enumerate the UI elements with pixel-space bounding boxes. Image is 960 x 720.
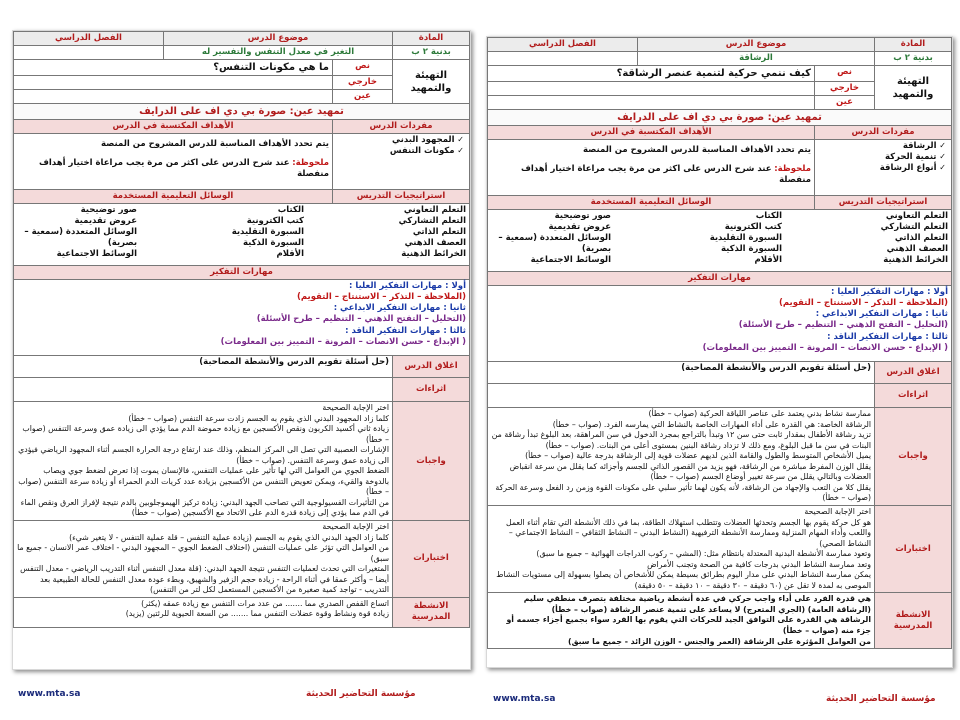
- topic-label: موضوع الدرس: [638, 38, 875, 52]
- homework-line: يميل الأشخاص المتوسط والطول والقامة الذين لديهم عضلات قوية إلى الرشاقة بدرجة عالية (صواب – خطأ): [525, 451, 871, 461]
- thinking-cell: [14, 280, 470, 356]
- topic-label: موضوع الدرس: [164, 32, 393, 46]
- thinking-line: ( الإبداع - حسن الانصات – المرونة – التمييز بين المعلومات): [220, 336, 466, 347]
- intro-label: التهيئة والتمهيد: [393, 60, 470, 104]
- intro-external-label: خارجي: [815, 82, 875, 96]
- homework-cell: [488, 408, 875, 506]
- test-line: من العوامل التي تؤثر على عمليات التنفس (اختلاف الضغط الجوي – المجهود البدني - اختلاف عمر الانسان - جميع ما سبق): [17, 543, 389, 563]
- media-item: الوسائط الاجتماعية: [56, 249, 138, 260]
- activity-line: زيادة قوة ونشاط وقوة عضلات التنفس مما ....... من السعة الحيوية للرئتين (يزيد): [125, 609, 389, 619]
- note-label: ملحوظة:: [774, 164, 811, 175]
- intro-label: التهيئة والتمهيد: [875, 66, 952, 110]
- tool-item: الأقلام: [276, 249, 304, 260]
- thinking-line: ثالثا : مهارات التفكير الناقد :: [345, 325, 466, 336]
- tests-label: اختبارات: [875, 506, 952, 593]
- media-item: صور توضيحية: [554, 211, 612, 222]
- thinking-line: ثانيا : مهارات التفكير الابداعي :: [333, 303, 466, 314]
- vocab-header: مفردات الدرس: [815, 126, 952, 140]
- tool-item: السبورة الذكية: [720, 244, 782, 255]
- semester-label: الفصل الدراسي: [488, 38, 638, 52]
- objective-text: يتم تحدد الأهداف المناسبة للدرس المشروح من المنصة: [583, 145, 811, 156]
- closing-label: اغلاق الدرس: [875, 362, 952, 384]
- lesson-table-left: [13, 31, 470, 628]
- vocab-item: ✓ المجهود البدني: [336, 135, 464, 146]
- footer-url-right[interactable]: www.mta.sa: [493, 694, 556, 704]
- thinking-line: ثانيا : مهارات التفكير الابداعي :: [815, 309, 948, 320]
- objectives-cell: [14, 134, 333, 190]
- subject-value: بدنية ٢ ب: [393, 46, 470, 60]
- strategy-item: الخرائط الذهنية: [883, 255, 948, 266]
- strategies-tools-cell: [14, 204, 470, 266]
- note-text: عند شرح الدرس على اكثر من مرة يجب مراعاة اختيار أهداف منفصلة: [39, 158, 329, 180]
- strategy-item: العصف الذهني: [404, 238, 466, 249]
- enrich-label: اثراءات: [875, 384, 952, 408]
- homework-line: زيادة ثاني أكسيد الكربون ونقص الأكسجين مع زيادة حموضة الدم مما يؤدي الى زيادة عمق وسرعة التنفس (صواب – خطأ): [22, 424, 389, 444]
- thinking-line: ثالثا : مهارات التفكير الناقد :: [827, 331, 948, 342]
- test-line: اختر الإجابة الصحيحة: [804, 507, 871, 517]
- homework-label: واجبات: [875, 408, 952, 506]
- activities-cell: [14, 597, 393, 627]
- subject-label: المادة: [393, 32, 470, 46]
- strategies-tools-cell: [488, 210, 952, 272]
- objectives-header: الأهداف المكتسبة في الدرس: [14, 120, 333, 134]
- test-line: اختر الإجابة الصحيحة: [322, 522, 389, 531]
- homework-line: الإشارات العصبية التي تصل الى المركز المنظم، وذلك عند ارتفاع درجة الحرارة الجسم أثناء المجهود الرياضي فيؤدي الى زيادة عمق وسرعة التنفس. (صواب – خطأ): [18, 445, 389, 465]
- homework-line: كلما زاد المجهود البدني الذي يقوم به الجسم زادت سرعة التنفس (صواب – خطأ): [128, 413, 389, 423]
- test-line: وتعد ممارسة النشاط البدني بدرجات كافية من الصحة وتجنب الأمراض: [647, 559, 871, 569]
- test-line: وتعود ممارسة الأنشطة البدنية المعتدلة بانتظام مثل: (المشي – ركوب الدراجات الهوائية – جميع ما سبق): [536, 549, 871, 559]
- homework-line: يقلل كلا من التعب والإجهاد من الرشاقة، لأنه يكون لهما تأثير سلبي على مكونات القوة وزمن رد الفعل وسرعة الحركة (صواب – خطأ): [495, 482, 871, 503]
- activities-cell: [488, 593, 875, 649]
- strategy-item: التعلم التشاركي: [398, 216, 466, 227]
- tool-item: السبورة التقليدية: [709, 233, 782, 244]
- thinking-line: (التحليل – التفتح الذهني – التنظيم – طرح الأسئلة): [738, 320, 948, 331]
- activity-line: اتساع القفص الصدري مما ....... من عدد مرات التنفس مع زيادة عمقه (يكثر): [141, 598, 389, 608]
- tool-item: الأقلام: [754, 255, 782, 266]
- enrich-label: اثراءات: [393, 378, 470, 402]
- subject-value: بدنية ٢ ب: [875, 52, 952, 66]
- tests-cell: [14, 521, 393, 598]
- objectives-cell: [488, 140, 815, 196]
- note-text: عند شرح الدرس على اكثر من مرة يجب مراعاة اختيار أهداف منفصلة: [521, 164, 811, 186]
- strategy-item: التعلم التشاركي: [880, 222, 948, 233]
- homework-line: الرشاقة الخاصة: هي القدرة على أداء المهارات الخاصة بالنشاط التي يمارسه الفرد. (صواب – خطأ): [552, 419, 871, 429]
- vocab-list: [815, 140, 952, 196]
- intro-text-label: نص: [333, 60, 393, 76]
- note-label: ملحوظة:: [292, 158, 329, 169]
- media-item: الوسائط الاجتماعية: [530, 255, 612, 266]
- tool-item: الكتاب: [277, 205, 304, 216]
- test-line: المتغيرات التي تحدث لعمليات التنفس نتيجة الجهد البدني: (قلة معدل التنفس أثناء التدريب الرياضي - معدل التنفس أيضا – وأكثر عمقا في أثناء الراحة - زيادة حجم الزفير والشهيق، وبطء عودة معدل التنفس للحالة الطبيعية بعد التدريب - تواجد كمية صغيرة من الأكسجين المستعمل لكل لتر من التنفس): [20, 564, 389, 595]
- semester-value: [488, 52, 638, 66]
- media-item: عروض تقديمية: [548, 222, 612, 233]
- footer-org-left: مؤسسة التحاضير الحديثة: [306, 689, 416, 699]
- thinking-cell: [488, 286, 952, 362]
- lesson-page-right: [486, 36, 953, 668]
- media-item: صور توضيحية: [80, 205, 138, 216]
- eye-line: تمهيد عين: صورة بي دي اف على الدرايف: [14, 104, 470, 120]
- tool-item: كتب الكترونية: [246, 216, 304, 227]
- lesson-page-left: [12, 30, 471, 670]
- subject-label: المادة: [875, 38, 952, 52]
- intro-external-label: خارجي: [333, 76, 393, 90]
- intro-question: ما هي مكونات التنفس؟: [14, 60, 333, 76]
- vocab-header: مفردات الدرس: [333, 120, 470, 134]
- thinking-line: (الملاحظة – التذكر – الاستنتاج – التقويم): [778, 298, 948, 309]
- activity-line: من العوامل المؤثرة على الرشاقة (العمر والجنس - الوزن الزائد - جميع ما سبق): [568, 636, 871, 646]
- objective-text: يتم تحدد الأهداف المناسبة للدرس المشروح من المنصة: [101, 139, 329, 150]
- thinking-line: (التحليل – التفتح الذهني – التنظيم – طرح الأسئلة): [256, 314, 466, 325]
- homework-line: الضغط الجوي من العوامل التي لها تأثير على عمليات التنفس، فالإنسان يموت إذا تعرض لضغط جوي ويصاب بالدوخة والقيء، ويمكن تعويض التنفس من الأكسجين بزيادة عدد كريات الدم الحمراء أو زيادة سرعة التنفس (صواب – خطأ): [18, 466, 389, 497]
- strategy-item: التعلم التعاوني: [403, 205, 466, 216]
- intro-eye-label: عين: [815, 96, 875, 110]
- vocab-item: ✓ الرشاقة: [818, 141, 946, 152]
- strategy-item: التعلم التعاوني: [885, 211, 948, 222]
- closing-label: اغلاق الدرس: [393, 356, 470, 378]
- homework-line: من التأثيرات الفسيولوجية التي تصاحب الجهد البدني: زيادة تركيز الهيموجلوبين بالدم نتيجة لإفراز العرق ونقص الماء في الدم مما يؤدي إلى زيادة قدرة الدم على الاتحاد مع الأكسجين (صواب – خطأ): [20, 497, 389, 518]
- semester-label: الفصل الدراسي: [14, 32, 164, 46]
- tests-cell: [488, 506, 875, 593]
- test-line: هو كل حركة يقوم بها الجسم وتحدثها العضلات وتتطلب استهلاك الطاقة، بما في ذلك الأنشطة التي تقام أثناء العمل واللعب وأداء المهام المنزلية وممارسة الأنشطة الترفيهية (النشاط البدني – النشاط الثقافي – النشاط الاجتماعي – النشاط الصحي): [505, 517, 871, 548]
- homework-line: اختر الإجابة الصحيحة: [322, 403, 389, 413]
- intro-text-label: نص: [815, 66, 875, 82]
- thinking-header: مهارات التفكير: [488, 272, 952, 286]
- tool-item: الكتاب: [755, 211, 782, 222]
- thinking-line: أولا : مهارات التفكير العليا :: [349, 281, 466, 292]
- test-line: كلما زاد الجهد البدني الذي يقوم به الجسم (زيادة عملية التنفس – قلة عملية التنفس - لا يتغير شيء): [69, 532, 389, 542]
- test-line: يمكن ممارسة النشاط البدني على مدار اليوم بطرائق بسيطة يمكن للأشخاص أن يصلوا بسهولة إلى مستويات النشاط الموصى به لمدة لا تقل عن (٦٠ دقيقة – ٣٠ دقيقة – ١٠ دقيقة – ٥٠ دقيقة): [496, 570, 871, 590]
- closing-text: (حل أسئلة تقويم الدرس والأنشطة المصاحبة): [488, 362, 875, 384]
- thinking-header: مهارات التفكير: [14, 266, 470, 280]
- activity-line: الرشاقة هي القدرة على التوافق الجيد للحركات التي يقوم بها الفرد سواء بجميع أجزاء جسمه أو جزء منه (صواب – خطأ): [506, 615, 871, 635]
- tests-label: اختبارات: [393, 521, 470, 598]
- homework-line: ممارسة نشاط بدني يعتمد على عناصر اللياقة الحركية (صواب – خطأ): [648, 409, 871, 419]
- strategies-header: استراتيجيات التدريس: [815, 196, 952, 210]
- strategy-item: العصف الذهني: [886, 244, 948, 255]
- strategy-item: التعلم الذاتي: [894, 233, 948, 244]
- homework-label: واجبات: [393, 402, 470, 521]
- closing-text: (حل أسئلة تقويم الدرس والأنشطة المصاحبة): [14, 356, 393, 378]
- lesson-table-right: [487, 37, 952, 649]
- footer-url-left[interactable]: www.mta.sa: [18, 689, 81, 699]
- vocab-item: ✓ أنواع الرشاقة: [818, 163, 946, 174]
- tool-item: كتب الكترونية: [724, 222, 782, 233]
- activities-label: الانشطة المدرسية: [393, 597, 470, 627]
- objectives-header: الأهداف المكتسبة في الدرس: [488, 126, 815, 140]
- semester-value: [14, 46, 164, 60]
- thinking-line: ( الإبداع - حسن الانصات – المرونة – التمييز بين المعلومات): [702, 342, 948, 353]
- strategy-item: التعلم الذاتي: [412, 227, 466, 238]
- vocab-item: ✓ تنمية الحركة: [818, 152, 946, 163]
- intro-question: كيف ننمي حركية لتنمية عنصر الرشاقة؟: [488, 66, 815, 82]
- topic-value: التغير في معدل التنفس والتفسير له: [164, 46, 393, 60]
- tools-header: الوسائل التعليمية المستخدمة: [488, 196, 815, 210]
- intro-eye-label: عين: [333, 90, 393, 104]
- thinking-line: أولا : مهارات التفكير العليا :: [831, 287, 948, 298]
- strategies-header: استراتيجيات التدريس: [333, 190, 470, 204]
- media-item: الوسائل المتعددة (سمعية – بصرية): [24, 227, 138, 249]
- vocab-item: ✓ مكونات التنفس: [336, 146, 464, 157]
- strategy-item: الخرائط الذهنية: [401, 249, 466, 260]
- tool-item: السبورة الذكية: [242, 238, 304, 249]
- homework-line: يقلل الوزن المفرط مباشرة من الرشاقة، فهو يزيد من القصور الذاتي للجسم وأجزائه كما يقلل من سرعة انقباض العضلات وبالتالي يقلل من سرعة تغيير أوضاع الجسم (صواب – خطأ): [509, 461, 871, 482]
- footer-org-right: مؤسسة التحاضير الحديثة: [826, 694, 936, 704]
- tool-item: السبورة التقليدية: [231, 227, 304, 238]
- media-item: عروض تقديمية: [74, 216, 138, 227]
- tools-header: الوسائل التعليمية المستخدمة: [14, 190, 333, 204]
- activity-line: هي قدرة الفرد على أداء واجب حركي في عدة أنشطة رياضية مختلفة بتصرف منطقي سليم (الرشاقة العامة) (الجري المتعرج) لا يساعد على تنمية عنصر الرشاقة (صواب – خطأ): [523, 594, 871, 614]
- homework-line: تزيد رشاقة الأطفال بمقدار ثابت حتى سن ١٢ وتبدأ بالتراجع بمجرد الدخول في سن المراهقة، بعد البلوغ تبدأ رشاقة من البنات في سن ما قبل البلوغ، ومع ذلك لا تزداد رشاقة البنين بمستوى أعلى من البنات. (صواب – خطأ): [491, 430, 871, 450]
- topic-value: الرشاقة: [638, 52, 875, 66]
- media-item: الوسائل المتعددة (سمعية – بصرية): [498, 233, 612, 255]
- eye-line: تمهيد عين: صورة بي دي اف على الدرايف: [488, 110, 952, 126]
- homework-cell: [14, 402, 393, 521]
- vocab-list: [333, 134, 470, 190]
- activities-label: الانشطة المدرسية: [875, 593, 952, 649]
- thinking-line: (الملاحظة – التذكر – الاستنتاج – التقويم): [296, 292, 466, 303]
